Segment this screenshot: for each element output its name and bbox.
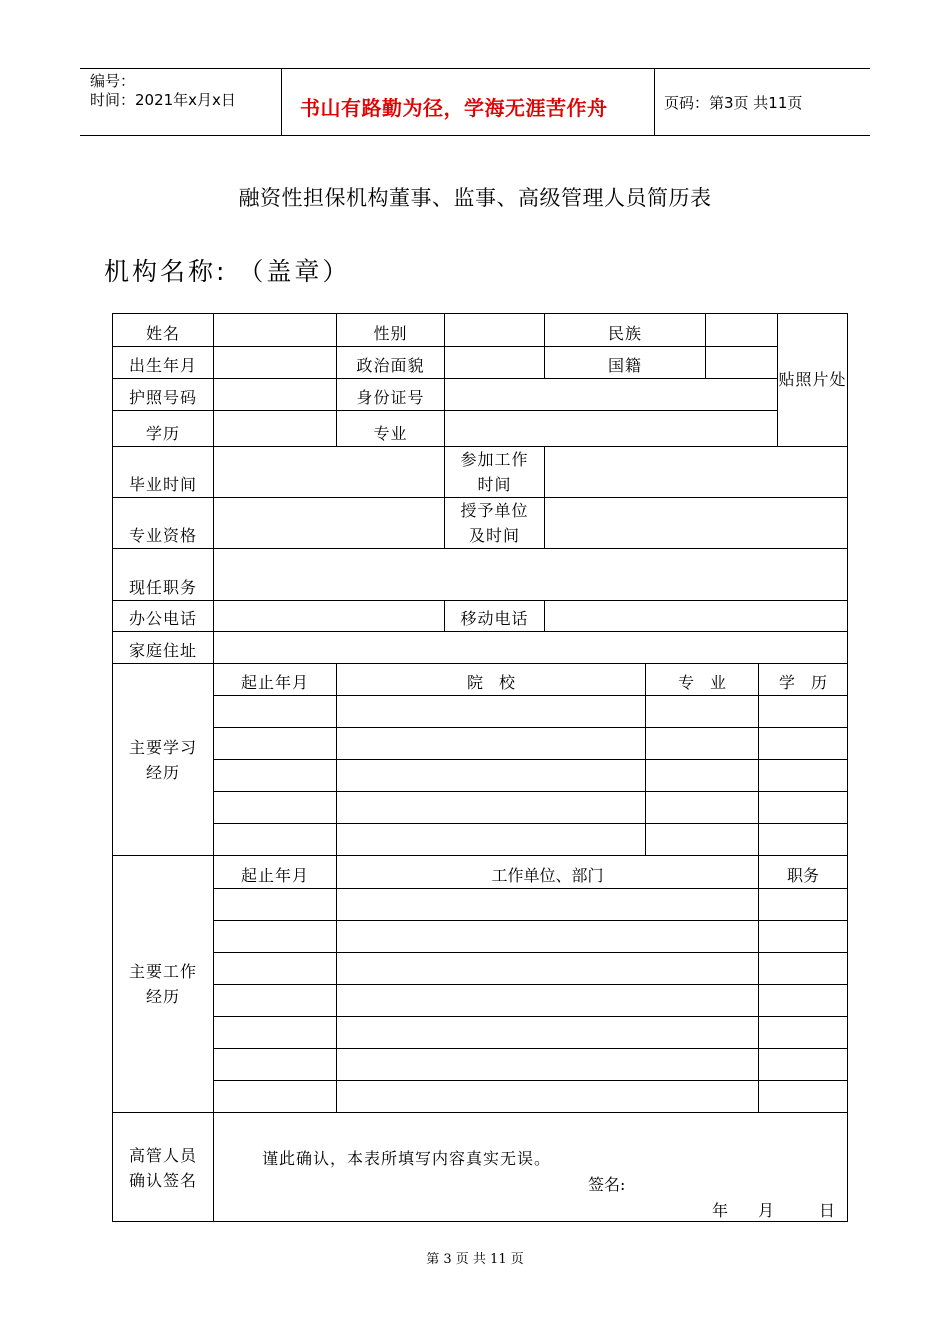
label-gender: 性别: [337, 314, 445, 347]
label-passport: 护照号码: [113, 379, 214, 411]
work-row: [113, 1017, 848, 1049]
header-top-rule: [80, 68, 870, 69]
date-month-label: 月: [758, 1201, 775, 1220]
study-cell[interactable]: [646, 792, 759, 824]
field-major[interactable]: [445, 411, 778, 447]
label-confirm-line1: 高管人员: [128, 1146, 197, 1165]
field-nationality[interactable]: [706, 347, 778, 379]
label-qualification: 专业资格: [113, 498, 214, 549]
row-address: [113, 632, 848, 664]
row-phone: [113, 601, 848, 632]
label-office-phone: 办公电话: [113, 601, 214, 632]
work-row: [113, 889, 848, 921]
study-cell[interactable]: [214, 696, 337, 728]
field-work-start[interactable]: [545, 447, 848, 498]
field-mobile[interactable]: [545, 601, 848, 632]
field-passport[interactable]: [214, 379, 337, 411]
label-work-start-line1: 参加工作: [460, 450, 529, 469]
row-education: [113, 411, 848, 447]
study-col-major: 专 业: [646, 664, 759, 696]
work-col-title: 职务: [759, 856, 848, 889]
date-day-label: 日: [819, 1201, 836, 1220]
label-work-line2: 经历: [145, 987, 180, 1006]
label-id-number: 身份证号: [337, 379, 445, 411]
confirm-box: [214, 1113, 847, 1221]
study-cell[interactable]: [337, 792, 646, 824]
label-education: 学历: [113, 411, 214, 447]
work-cell[interactable]: [337, 1049, 759, 1081]
row-position: [113, 549, 848, 601]
work-cell[interactable]: [337, 889, 759, 921]
study-cell[interactable]: [646, 760, 759, 792]
page-footer: 第 3 页 共 11 页: [426, 1252, 524, 1267]
work-row: [113, 921, 848, 953]
work-cell[interactable]: [214, 921, 337, 953]
label-political: 政治面貌: [337, 347, 445, 379]
field-education[interactable]: [214, 411, 337, 447]
field-ethnicity[interactable]: [706, 314, 778, 347]
field-position[interactable]: [214, 549, 848, 601]
work-cell[interactable]: [759, 985, 848, 1017]
study-cell[interactable]: [337, 760, 646, 792]
study-cell[interactable]: [759, 760, 848, 792]
work-cell[interactable]: [759, 1049, 848, 1081]
field-name[interactable]: [214, 314, 337, 347]
study-row: [113, 696, 848, 728]
study-col-school: 院 校: [337, 664, 646, 696]
label-grant-line2: 及时间: [469, 526, 521, 545]
study-cell[interactable]: [214, 760, 337, 792]
field-id-number[interactable]: [445, 379, 778, 411]
signature-label: 签名:: [588, 1175, 626, 1194]
work-cell[interactable]: [214, 889, 337, 921]
work-cell[interactable]: [337, 1081, 759, 1113]
study-row: [113, 792, 848, 824]
study-cell[interactable]: [759, 696, 848, 728]
work-cell[interactable]: [759, 889, 848, 921]
date-year-label: 年: [711, 1201, 728, 1220]
study-header-row: [113, 664, 848, 696]
label-study-history: [113, 664, 214, 856]
field-address[interactable]: [214, 632, 848, 664]
work-cell[interactable]: [759, 921, 848, 953]
row-name: [113, 314, 848, 347]
label-ethnicity: 民族: [545, 314, 706, 347]
work-col-period: 起止年月: [214, 856, 337, 889]
label-nationality: 国籍: [545, 347, 706, 379]
label-work-line1: 主要工作: [128, 962, 197, 981]
work-row: [113, 1049, 848, 1081]
label-study-line1: 主要学习: [128, 737, 197, 757]
label-major: 专业: [337, 411, 445, 447]
label-name: 姓名: [113, 314, 214, 347]
study-cell[interactable]: [759, 728, 848, 760]
page-indicator: 页码：第3页 共11页: [664, 94, 803, 112]
work-cell[interactable]: [214, 1081, 337, 1113]
field-office-phone[interactable]: [214, 601, 445, 632]
work-cell[interactable]: [214, 1049, 337, 1081]
study-cell[interactable]: [337, 824, 646, 856]
study-cell[interactable]: [337, 728, 646, 760]
row-birth: [113, 347, 848, 379]
study-cell[interactable]: [337, 696, 646, 728]
label-graduation: 毕业时间: [113, 447, 214, 498]
document-title: 融资性担保机构董事、监事、高级管理人员简历表: [238, 186, 712, 210]
time-text: 时间：2021年x月x日: [90, 91, 236, 109]
study-cell[interactable]: [214, 824, 337, 856]
work-header-row: [113, 856, 848, 889]
study-cell[interactable]: [214, 728, 337, 760]
work-col-employer: 工作单位、部门: [337, 856, 759, 889]
confirm-date: [712, 1199, 835, 1222]
study-cell[interactable]: [759, 824, 848, 856]
label-work-history: [113, 856, 214, 1113]
work-row: [113, 1081, 848, 1113]
work-cell[interactable]: [759, 1017, 848, 1049]
label-confirm-line2: 确认签名: [128, 1171, 197, 1190]
study-row: [113, 728, 848, 760]
study-cell[interactable]: [759, 792, 848, 824]
motto: 书山有路勤为径，学海无涯苦作舟: [300, 96, 608, 120]
confirm-area[interactable]: [214, 1113, 848, 1222]
study-cell[interactable]: [646, 824, 759, 856]
field-birth[interactable]: [214, 347, 337, 379]
study-cell[interactable]: [646, 728, 759, 760]
work-cell[interactable]: [759, 953, 848, 985]
label-position: 现任职务: [113, 549, 214, 601]
work-row: [113, 953, 848, 985]
label-grant: [445, 498, 545, 549]
header-divider-right: [654, 68, 655, 136]
label-study-line2: 经历: [145, 762, 180, 782]
confirm-row: [113, 1113, 848, 1222]
field-graduation[interactable]: [214, 447, 445, 498]
label-work-start: [445, 447, 545, 498]
field-grant[interactable]: [545, 498, 848, 549]
label-address: 家庭住址: [113, 632, 214, 664]
work-cell[interactable]: [759, 1081, 848, 1113]
work-cell[interactable]: [337, 1017, 759, 1049]
label-confirm: [113, 1113, 214, 1222]
row-graduation: [113, 447, 848, 498]
work-cell[interactable]: [337, 953, 759, 985]
work-cell[interactable]: [337, 985, 759, 1017]
field-gender[interactable]: [445, 314, 545, 347]
field-qualification[interactable]: [214, 498, 445, 549]
org-name-line: 机构名称: （盖章）: [104, 257, 351, 286]
row-passport: [113, 379, 848, 411]
study-col-degree: 学 历: [759, 664, 848, 696]
label-mobile: 移动电话: [445, 601, 545, 632]
label-grant-line1: 授予单位: [460, 501, 529, 520]
work-cell[interactable]: [214, 985, 337, 1017]
work-row: [113, 985, 848, 1017]
header-divider-left: [281, 68, 282, 136]
header-bottom-rule: [80, 135, 870, 136]
confirm-statement: 谨此确认，本表所填写内容真实无误。: [262, 1149, 552, 1168]
study-row: [113, 760, 848, 792]
work-cell[interactable]: [214, 953, 337, 985]
field-political[interactable]: [445, 347, 545, 379]
photo-area[interactable]: 贴照片处: [778, 314, 848, 447]
study-cell[interactable]: [646, 696, 759, 728]
study-cell[interactable]: [214, 792, 337, 824]
row-qualification: [113, 498, 848, 549]
work-cell[interactable]: [214, 1017, 337, 1049]
study-row: [113, 824, 848, 856]
work-cell[interactable]: [337, 921, 759, 953]
resume-form: [112, 313, 848, 1222]
serial-label: 编号：: [90, 72, 136, 90]
label-work-start-line2: 时间: [477, 475, 512, 494]
study-col-period: 起止年月: [214, 664, 337, 696]
label-birth: 出生年月: [113, 347, 214, 379]
